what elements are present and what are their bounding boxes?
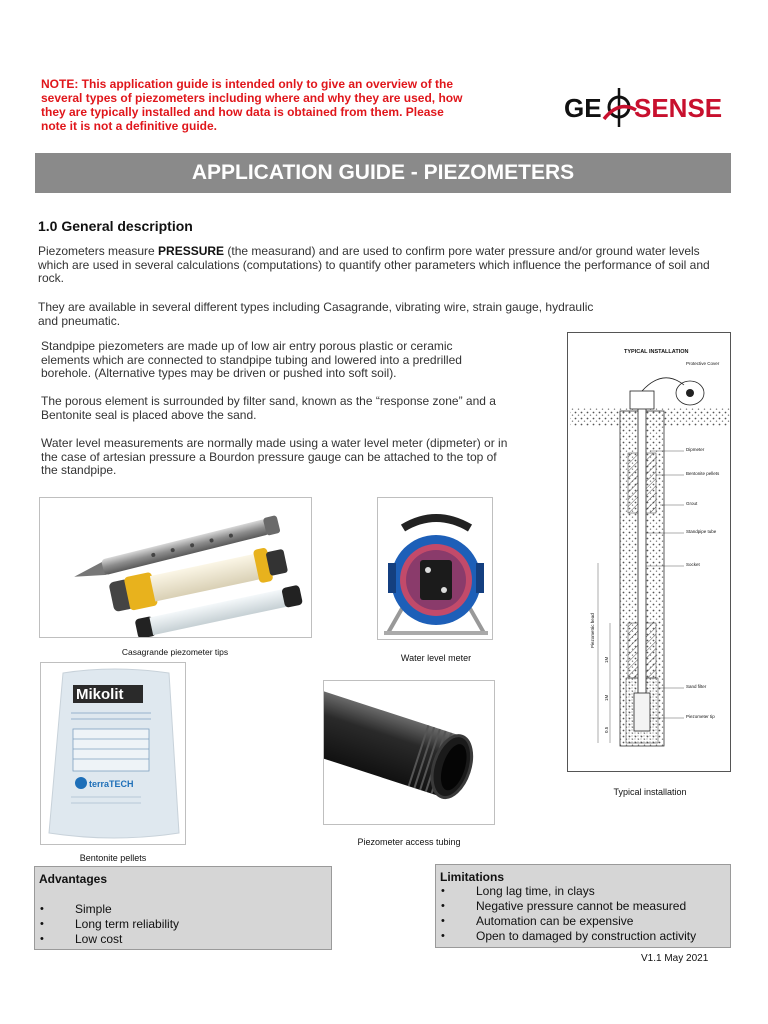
paragraph-porous: The porous element is surrounded by filter sand, known as the “response zone” and a Bentonite seal is placed above the sand. bbox=[41, 394, 496, 422]
list-item: • Long lag time, in clays bbox=[440, 884, 726, 899]
list-item: • Open to damaged by construction activity bbox=[440, 929, 726, 944]
disclaimer-note: NOTE: This application guide is intended only to give an overview of the several types of piezometers including where and why they are used, how they are typically installed and how data is obtained from them. Please note it is not a definitive guide. bbox=[41, 77, 463, 133]
bag-brand: Mikolit bbox=[76, 686, 124, 703]
bag-maker: terraTECH bbox=[89, 779, 134, 789]
caption-water-meter: Water level meter bbox=[400, 653, 472, 663]
list-item: • Automation can be expensive bbox=[440, 914, 726, 929]
label-dipmeter: Dipmeter bbox=[686, 447, 705, 452]
label-head: Piezometric head bbox=[590, 613, 595, 648]
limitations-box bbox=[435, 864, 731, 948]
paragraph-types: They are available in several different types including Casagrande, vibrating wire, strain gauge, hydraulic and pneumatic. bbox=[38, 300, 594, 328]
label-standpipe: Standpipe tube bbox=[686, 529, 717, 534]
list-item: • Low cost bbox=[39, 932, 327, 947]
logo-text-sense: SENSE bbox=[634, 93, 723, 123]
label-half-m: 0.5 bbox=[604, 726, 609, 733]
bentonite-pellets-image bbox=[40, 662, 186, 845]
list-item: • Negative pressure cannot be measured bbox=[440, 899, 726, 914]
label-bentonite: Bentonite pellets bbox=[686, 471, 720, 476]
caption-casagrande: Casagrande piezometer tips bbox=[121, 647, 229, 657]
limitations-list bbox=[440, 884, 726, 944]
limitations-title: Limitations bbox=[440, 870, 505, 884]
label-1m-a: 1M bbox=[604, 656, 609, 663]
typical-installation-diagram bbox=[567, 332, 731, 772]
label-grout: Grout bbox=[686, 501, 698, 506]
paragraph-standpipe: Standpipe piezometers are made up of low air entry porous plastic or ceramic elements which are connected to standpipe tubing and lowered into a predrilled borehole. (Alternative types may be driven or pushed into soft soil). bbox=[41, 339, 462, 380]
water-level-meter-image bbox=[377, 497, 493, 640]
label-1m-b: 1M bbox=[604, 694, 609, 701]
paragraph-intro: Piezometers measure PRESSURE (the measurand) and are used to confirm pore water pressure and/or ground water levels which are used in several calculations (computations) to quantify other parameters which influence the performance of soil and rock. bbox=[38, 244, 710, 285]
advantages-box bbox=[34, 866, 332, 950]
list-item: • Simple bbox=[39, 902, 327, 917]
label-tip: Piezometer tip bbox=[686, 714, 715, 719]
pressure-emphasis: PRESSURE bbox=[158, 244, 225, 258]
advantages-title: Advantages bbox=[39, 872, 108, 886]
advantages-list bbox=[39, 902, 327, 947]
caption-tubing: Piezometer access tubing bbox=[357, 837, 461, 847]
casagrande-tips-image bbox=[39, 497, 312, 638]
caption-bentonite: Bentonite pellets bbox=[79, 853, 147, 863]
label-sand: Sand filter bbox=[686, 684, 707, 689]
label-cover: Protective Cover bbox=[686, 361, 720, 366]
section-heading: 1.0 General description bbox=[38, 218, 193, 234]
version-label: V1.1 May 2021 bbox=[641, 953, 709, 964]
geosense-logo bbox=[564, 88, 734, 128]
logo-text-ge: GE bbox=[564, 93, 602, 123]
paragraph-measurements: Water level measurements are normally made using a water level meter (dipmeter) or in the case of artesian pressure a Bourdon pressure gauge can be attached to the top of the standpipe. bbox=[41, 436, 508, 477]
caption-typical: Typical installation bbox=[613, 787, 687, 797]
diagram-title: TYPICAL INSTALLATION bbox=[624, 349, 689, 355]
list-item: • Long term reliability bbox=[39, 917, 327, 932]
label-socket: Socket bbox=[686, 562, 700, 567]
page-title-banner: APPLICATION GUIDE - PIEZOMETERS bbox=[35, 153, 731, 193]
logo-o-symbol-icon bbox=[604, 88, 636, 127]
access-tubing-image bbox=[323, 680, 495, 825]
